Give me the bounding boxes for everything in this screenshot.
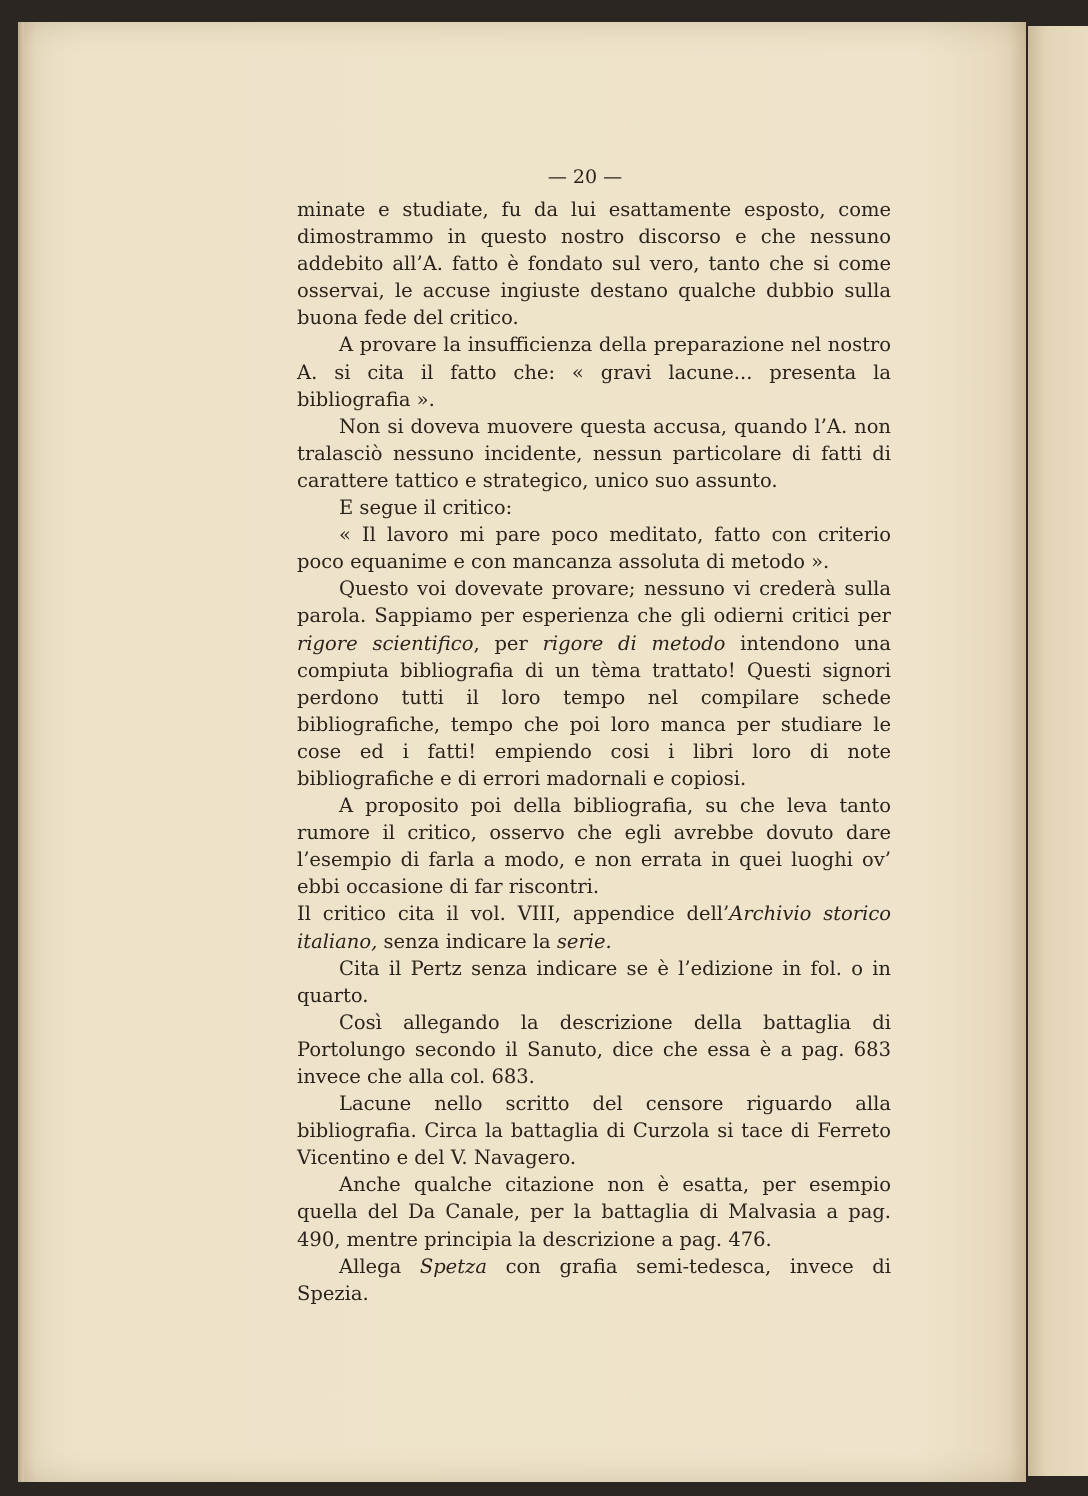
text-run: con grafia semi-tedesca, invece di Spezia. bbox=[297, 1254, 891, 1305]
paragraph: minate e studiate, fu da lui esattamente esposto, come dimostrammo in questo nostro discorso e che nessuno addebito all’A. fatto è fondato sul vero, tanto che si come osservai, le accuse ingiuste destano qualche dubbio sulla buona fede del critico. bbox=[297, 198, 891, 330]
italic-text: rigore di metodo bbox=[542, 631, 726, 655]
text-run: intendono una compiuta bibliografia di un tèma trattato! Questi signori perdono tutti il loro tempo nel compilare schede bibliografiche, tempo che poi loro manca per studiare le cose ed i fatti! empiendo cosi i libri loro di note bibliografiche e di errori madornali e copiosi. bbox=[297, 631, 891, 790]
paragraph: A provare la insufficienza della preparazione nel nostro A. si cita il fatto che: « gravi lacune... presenta la bibliografia ». bbox=[297, 333, 891, 411]
body-text bbox=[297, 196, 891, 1307]
page-number: — 20 — bbox=[547, 166, 623, 188]
paragraph: Cita il Pertz senza indicare se è l’edizione in fol. o in quarto. bbox=[297, 956, 891, 1007]
paragraph bbox=[297, 575, 891, 792]
paragraph-quotation: « Il lavoro mi pare poco meditato, fatto con criterio poco equanime e con mancanza assoluta di metodo ». bbox=[297, 523, 891, 574]
page-left-edge bbox=[18, 22, 24, 1482]
paragraph: A proposito poi della bibliografia, su che leva tanto rumore il critico, osservo che egli avrebbe dovuto dare l’esempio di farla a modo, e non errata in quei luoghi ov’ ebbi occasione di far riscontri. bbox=[297, 794, 891, 899]
text-run: Allega bbox=[339, 1254, 420, 1278]
italic-text: serie. bbox=[556, 929, 612, 953]
paragraph bbox=[297, 900, 891, 954]
italic-text: Archivio storico italiano, bbox=[297, 902, 892, 953]
text-run: senza indicare la bbox=[377, 929, 557, 953]
text-run: Questo voi dovevate provare; nessuno vi crederà sulla parola. Sappiamo per esperienza che gli odierni critici per bbox=[297, 577, 891, 628]
paragraph bbox=[297, 1253, 891, 1307]
italic-text: Spetza bbox=[419, 1254, 487, 1278]
paragraph: E segue il critico: bbox=[339, 496, 513, 520]
italic-text: rigore scientifico bbox=[297, 631, 474, 655]
text-run: , per bbox=[473, 631, 543, 655]
paragraph: Così allegando la descrizione della battaglia di Portolungo secondo il Sanuto, dice che essa è a pag. 683 invece che alla col. 683. bbox=[297, 1010, 891, 1088]
facing-page-edge bbox=[1028, 26, 1088, 1476]
paragraph: Non si doveva muovere questa accusa, quando l’A. non tralasciò nessuno incidente, nessun particolare di fatti di carattere tattico e strategico, unico suo assunto. bbox=[297, 414, 891, 492]
paragraph: Anche qualche citazione non è esatta, per esempio quella del Da Canale, per la battaglia di Malvasia a pag. 490, mentre principia la descrizione a pag. 476. bbox=[297, 1173, 891, 1251]
text-run: Il critico cita il vol. VIII, appendice dell’ bbox=[297, 902, 730, 926]
paragraph: Lacune nello scritto del censore riguardo alla bibliografia. Circa la battaglia di Curzola si tace di Ferreto Vicentino e del V. Navagero. bbox=[297, 1092, 891, 1170]
